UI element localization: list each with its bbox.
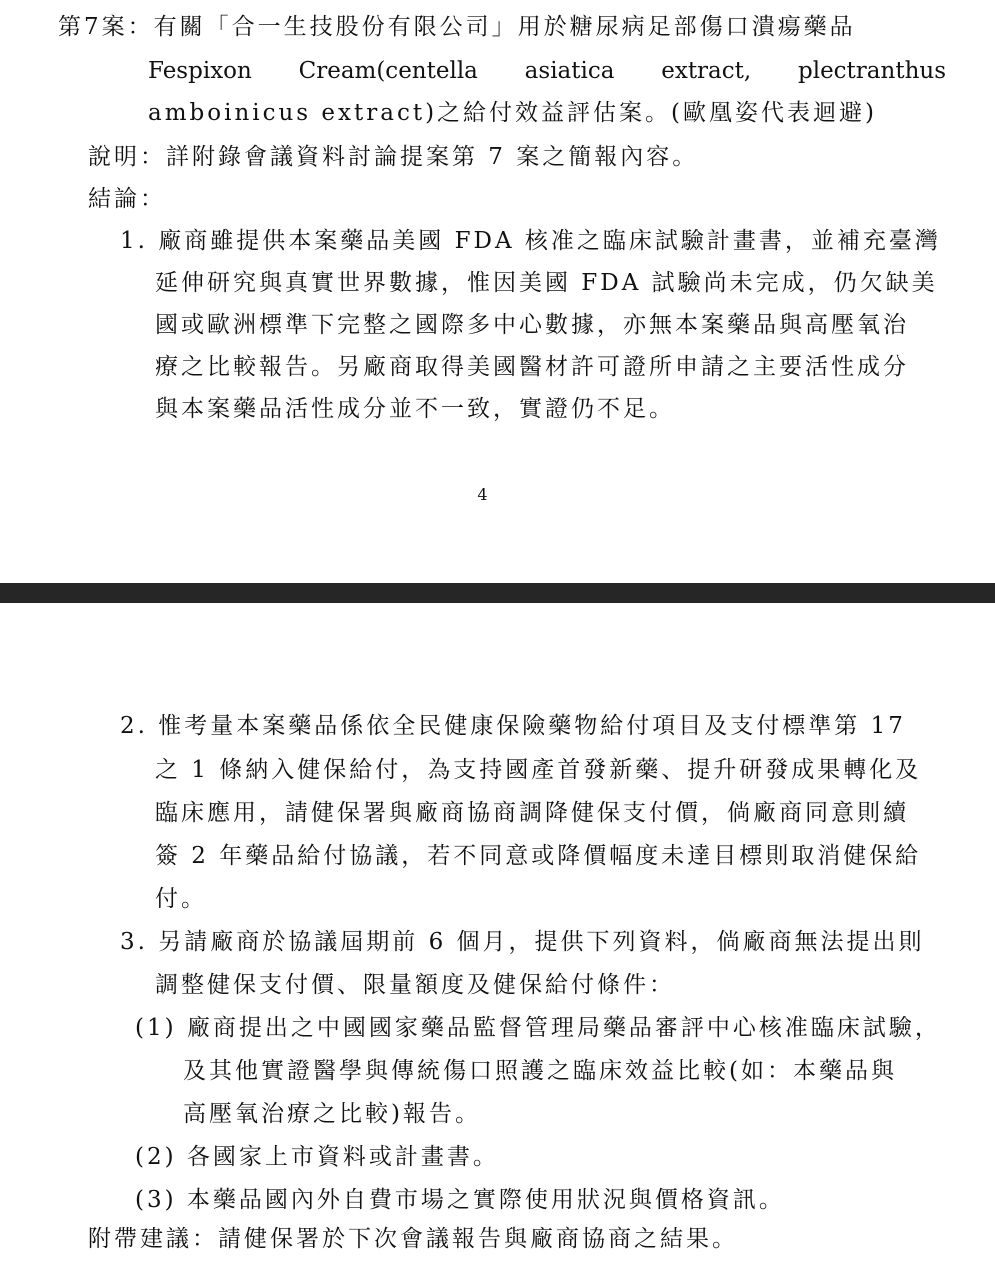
item2-line-3: 臨床應用，請健保署與廠商協商調降健保支付價，倘廠商同意則續 [155, 800, 909, 826]
sub3-line: (3) 本藥品國內外自費市場之實際使用狀況與價格資訊。 [135, 1187, 785, 1213]
document-page-top [0, 0, 995, 583]
page-number: 4 [477, 485, 488, 504]
item2-line-2: 之 1 條納入健保給付，為支持國產首發新藥、提升研發成果轉化及 [155, 757, 922, 783]
case7-title-line-3: amboinicus extract)之給付效益評估案。(歐凰姿代表迴避) [148, 100, 878, 126]
sub1-line-3: 高壓氧治療之比較)報告。 [183, 1101, 481, 1127]
case7-title-line-1: 第7案：有關「合一生技股份有限公司」用於糖尿病足部傷口潰瘍藥品 [58, 14, 856, 40]
item2-line-4: 簽 2 年藥品給付協議，若不同意或降價幅度未達目標則取消健保給 [155, 843, 922, 869]
conclusion-label: 結論： [88, 186, 166, 212]
page-break-divider [0, 583, 995, 603]
case7-title-line-2: Fespixon Cream(centella asiatica extract, plectranthus [148, 58, 946, 84]
item1-line-5: 與本案藥品活性成分並不一致，實證仍不足。 [155, 396, 675, 422]
item2-line-5: 付。 [155, 886, 207, 912]
item2-line-1: 2. 惟考量本案藥品係依全民健康保險藥物給付項目及支付標準第 17 [120, 713, 906, 739]
case7-explanation: 說明：詳附錄會議資料討論提案第 7 案之簡報內容。 [88, 144, 699, 170]
sub2-line: (2) 各國家上市資料或計畫書。 [135, 1144, 499, 1170]
item1-line-2: 延伸研究與真實世界數據，惟因美國 FDA 試驗尚未完成，仍欠缺美 [155, 270, 938, 296]
sub1-line-2: 及其他實證醫學與傳統傷口照護之臨床效益比較(如：本藥品與 [183, 1058, 897, 1084]
item1-line-3: 國或歐洲標準下完整之國際多中心數據，亦無本案藥品與高壓氧治 [155, 312, 909, 338]
item1-line-1: 1. 廠商雖提供本案藥品美國 FDA 核准之臨床試驗計畫書，並補充臺灣 [120, 228, 941, 254]
sub1-line-1: (1) 廠商提出之中國國家藥品監督管理局藥品審評中心核准臨床試驗， [135, 1015, 941, 1041]
document-page-bottom [0, 603, 995, 1280]
item3-line-2: 調整健保支付價、限量額度及健保給付條件： [155, 972, 675, 998]
item3-line-1: 3. 另請廠商於協議屆期前 6 個月，提供下列資料，倘廠商無法提出則 [120, 929, 925, 955]
rider-recommendation: 附帶建議：請健保署於下次會議報告與廠商協商之結果。 [88, 1226, 738, 1252]
item1-line-4: 療之比較報告。另廠商取得美國醫材許可證所申請之主要活性成分 [155, 354, 909, 380]
